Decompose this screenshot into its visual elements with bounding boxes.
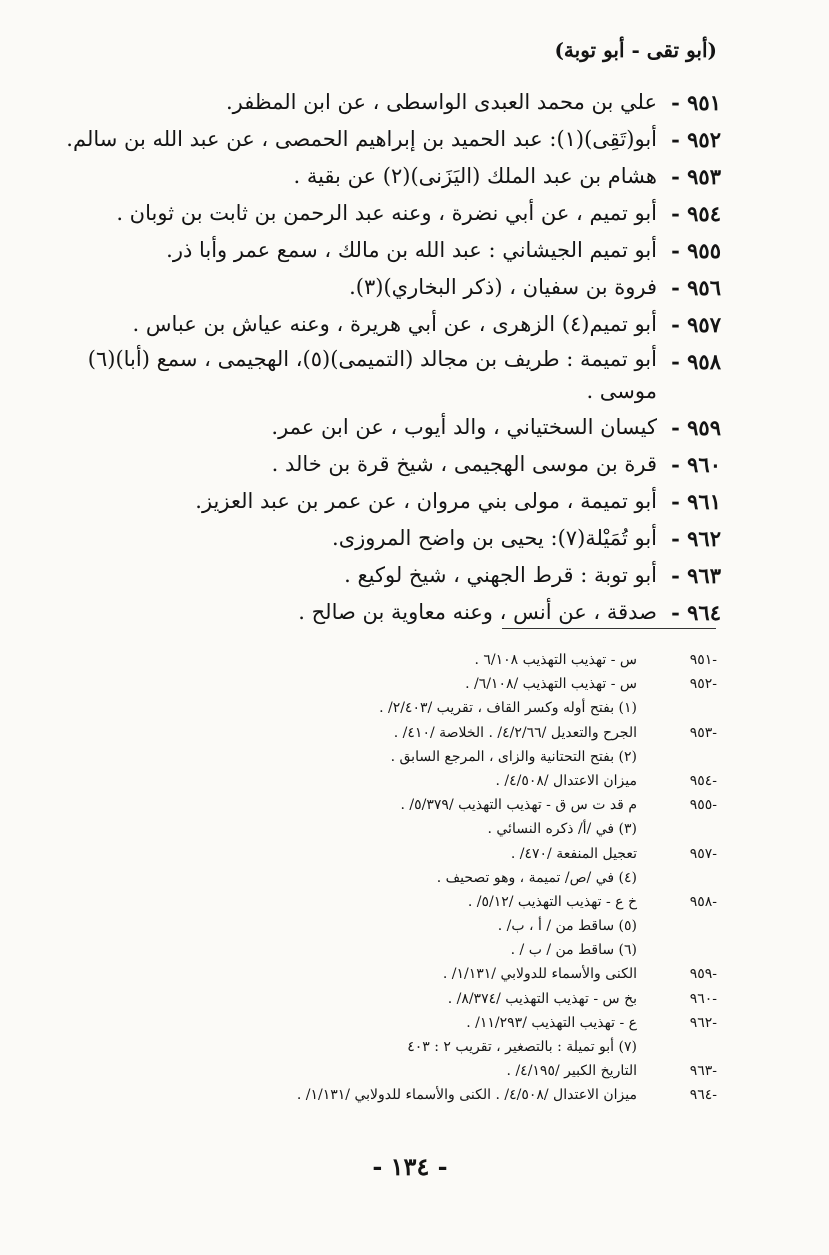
footnote-row	[107, 721, 717, 745]
footnote-text: (٢) بفتح التحتانية والزاى ، المرجع السابق .	[390, 748, 637, 765]
footnote-number: -٩٥٥	[689, 797, 717, 814]
entry-number: ٩٥٦ -	[671, 275, 721, 300]
entry-952	[61, 121, 721, 158]
entry-number: ٩٥٣ -	[671, 164, 721, 189]
footnote-row	[107, 672, 717, 696]
footnote-row	[107, 842, 717, 866]
footnote-number: -٩٥٧	[689, 845, 717, 862]
footnote-text: (٤) في /ص/ تميمة ، وهو تصحيف .	[436, 869, 637, 886]
entry-text: أبو تميمة : طريف بن مجالد (التميمى)(٥)، الهجيمى ، سمع (أبا)(٦) موسى .	[87, 347, 657, 403]
footnote-number: -٩٥٢	[689, 676, 717, 693]
entry-number: ٩٥٨ -	[671, 349, 721, 374]
footnote-row	[107, 1011, 717, 1035]
footnote-row	[107, 817, 717, 841]
entry-number: ٩٥٢ -	[671, 127, 721, 152]
footnote-number: -٩٦٢	[689, 1014, 717, 1031]
entry-text: هشام بن عبد الملك (اليَزَنى)(٢) عن بقية .	[293, 164, 657, 188]
footnote-row	[107, 866, 717, 890]
footnote-row	[107, 962, 717, 986]
footnote-text: (٣) في /أ/ ذكره النسائي .	[487, 821, 637, 838]
footnote-text: (٥) ساقط من / أ ، ب/ .	[497, 918, 637, 935]
entry-number: ٩٦٤ -	[671, 600, 721, 625]
entry-number: ٩٥١ -	[671, 90, 721, 115]
footnote-divider	[502, 628, 716, 629]
entry-text: أبو(تَقِى)(١): عبد الحميد بن إبراهيم الحمصى ، عن عبد الله بن سالم.	[66, 127, 657, 151]
entry-text: أبو تُمَيْلة(٧): يحيى بن واضح المروزى.	[332, 526, 657, 550]
running-title: (أبو تقى - أبو توبة)	[554, 38, 717, 62]
footnote-row	[107, 648, 717, 672]
entry-text: أبو تميم الجيشاني : عبد الله بن مالك ، سمع عمر وأبا ذر.	[166, 238, 657, 262]
footnote-text: ميزان الاعتدال /٤/٥٠٨/ . الكنى والأسماء للدولابي /١/١٣١/ .	[296, 1087, 637, 1104]
entry-text: كيسان السختياني ، والد أيوب ، عن ابن عمر.	[271, 415, 657, 439]
entry-text: فروة بن سفيان ، (ذكر البخاري)(٣).	[349, 275, 657, 299]
entry-text: علي بن محمد العبدى الواسطى ، عن ابن المظفر.	[225, 90, 657, 114]
footnote-number: -٩٦٠	[689, 990, 717, 1007]
footnote-list	[107, 648, 717, 1108]
entry-964	[61, 594, 721, 631]
entry-text: أبو تميمة ، مولى بني مروان ، عن عمر بن عبد العزيز.	[195, 489, 657, 513]
entry-959	[61, 409, 721, 446]
entry-number: ٩٦١ -	[671, 489, 721, 514]
entry-number: ٩٦٢ -	[671, 526, 721, 551]
entry-number: ٩٦٣ -	[671, 563, 721, 588]
entry-number: ٩٥٥ -	[671, 238, 721, 263]
footnote-text: م قد ت س ق - تهذيب التهذيب /٥/٣٧٩/ .	[400, 797, 637, 814]
footnote-row	[107, 914, 717, 938]
entry-number: ٩٥٧ -	[671, 312, 721, 337]
entry-text: أبو توبة : قرط الجهني ، شيخ لوكيع .	[344, 563, 657, 587]
footnote-row	[107, 696, 717, 720]
footnote-number: -٩٥٩	[689, 966, 717, 983]
footnote-number: -٩٦٣	[689, 1063, 717, 1080]
footnote-text: (٦) ساقط من / ب / .	[510, 942, 637, 959]
footnote-row	[107, 793, 717, 817]
entry-955	[61, 232, 721, 269]
entry-962	[61, 520, 721, 557]
entry-text: أبو تميم ، عن أبي نضرة ، وعنه عبد الرحمن بن ثابت بن ثوبان .	[116, 201, 657, 225]
page-number: - ١٣٤ -	[372, 1152, 448, 1181]
footnote-row	[107, 938, 717, 962]
footnote-text: ع - تهذيب التهذيب /١١/٢٩٣/ .	[466, 1014, 637, 1031]
footnote-row	[107, 1059, 717, 1083]
entry-963	[61, 557, 721, 594]
entry-951	[61, 84, 721, 121]
footnote-row	[107, 769, 717, 793]
footnote-text: خ ع - تهذيب التهذيب /٥/١٢/ .	[467, 893, 637, 910]
entry-956	[61, 269, 721, 306]
entry-954	[61, 195, 721, 232]
entry-number: ٩٦٠ -	[671, 452, 721, 477]
entry-number: ٩٥٤ -	[671, 201, 721, 226]
footnote-text: ميزان الاعتدال /٤/٥٠٨/ .	[495, 772, 637, 789]
entry-958	[61, 343, 721, 409]
footnote-number: -٩٥١	[689, 652, 717, 668]
footnote-text: (١) بفتح أوله وكسر القاف ، تقريب /٢/٤٠٣/ .	[379, 700, 637, 717]
entry-953	[61, 158, 721, 195]
footnote-number: -٩٦٤	[689, 1087, 717, 1104]
entry-number: ٩٥٩ -	[671, 415, 721, 440]
entry-text: صدقة ، عن أنس ، وعنه معاوية بن صالح .	[298, 600, 657, 624]
footnote-row	[107, 1083, 717, 1107]
footnote-number: -٩٥٤	[689, 772, 717, 789]
footnote-text: (٧) أبو تميلة : بالتصغير ، تقريب ٢ : ٤٠٣	[407, 1039, 637, 1055]
entry-text: أبو تميم(٤) الزهرى ، عن أبي هريرة ، وعنه عياش بن عباس .	[132, 312, 657, 336]
footnote-text: س - تهذيب التهذيب ٦/١٠٨ .	[474, 652, 637, 668]
footnote-text: بخ س - تهذيب التهذيب /٨/٣٧٤/ .	[447, 990, 637, 1007]
footnote-text: الكنى والأسماء للدولابي /١/١٣١/ .	[442, 966, 637, 983]
entry-957	[61, 306, 721, 343]
footnote-text: س - تهذيب التهذيب /٦/١٠٨/ .	[465, 676, 637, 693]
footnote-text: الجرح والتعديل /٤/٢/٦٦/ . الخلاصة /٤١٠/ .	[393, 724, 637, 741]
footnote-text: تعجيل المنفعة /٤٧٠/ .	[510, 845, 637, 862]
entry-list	[61, 84, 721, 631]
footnote-number: -٩٥٣	[689, 724, 717, 741]
footnote-text: التاريخ الكبير /٤/١٩٥/ .	[506, 1063, 637, 1080]
footnote-row	[107, 1035, 717, 1059]
footnote-row	[107, 745, 717, 769]
entry-text: قرة بن موسى الهجيمى ، شيخ قرة بن خالد .	[271, 452, 657, 476]
footnote-row	[107, 987, 717, 1011]
entry-960	[61, 446, 721, 483]
entry-961	[61, 483, 721, 520]
footnote-number: -٩٥٨	[689, 893, 717, 910]
footnote-row	[107, 890, 717, 914]
